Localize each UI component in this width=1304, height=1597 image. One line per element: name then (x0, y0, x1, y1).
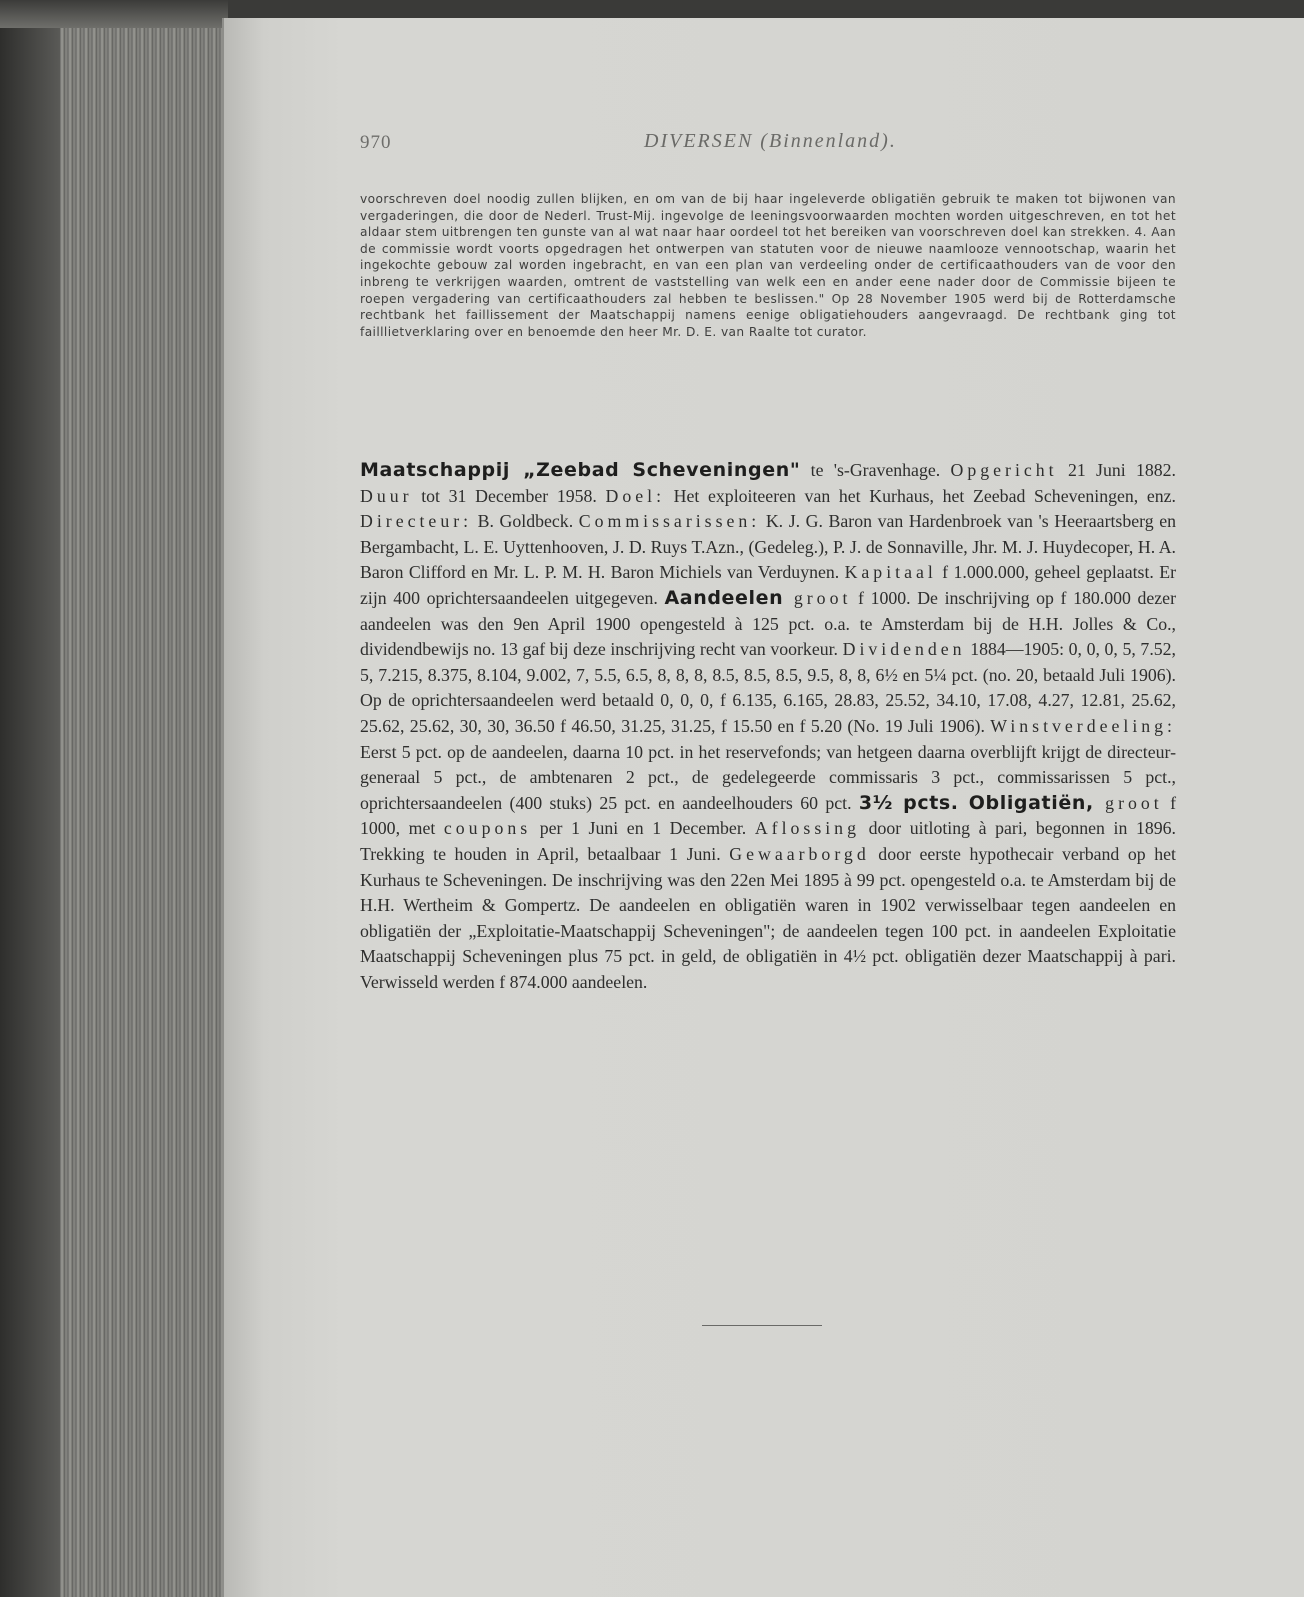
obligatien-groot-value: f 1000, met (360, 792, 1177, 839)
label-winstverdeeling: Winstverdeeling: (990, 715, 1176, 736)
label-duur: Duur (360, 485, 413, 506)
company-name: Maatschappij „Zeebad Scheveningen" (360, 459, 801, 481)
page-number: 970 (360, 132, 392, 153)
label-gewaarborgd: Gewaarborgd (729, 843, 870, 864)
commissarissen-value: K. J. G. Baron van Hardenbroek van 's Heeraartsberg en Bergambacht, L. E. Uyttenhooven, J. D. Ruys T.Azn., (Gedeleg.), P. J. de Sonnaville, Jhr. M. J. Huydecoper, H. A. Baron Clifford en Mr. L. P. M. H. Baron Michiels van Verduynen. (360, 511, 1176, 583)
label-kapitaal: Kapitaal (844, 562, 937, 583)
kapitaal-value: f 1.000.000, geheel geplaatst. Er zijn 400 oprichtersaandeelen uitgegeven. (360, 562, 1176, 608)
duur-value: tot 31 December 1958. (412, 485, 606, 506)
aflossing-value: door uitloting à pari, begonnen in 1896. Trekking te houden in April, betaalbaar 1 Juni. (360, 818, 1176, 864)
running-head (224, 126, 1304, 156)
dividenden-value: 1884—1905: 0, 0, 0, 5, 7.52, 5, 7.215, 8.375, 8.104, 9.002, 7, 5.5, 6.5, 8, 8, 8, 8.5, 8.5, 8.5, 9.5, 8, 8, 6½ en 5¼ pct. (no. 20, betaald Juli 1906). Op de oprichtersaandeelen werd betaald 0, 0, 0, f 6.135, 6.165, 28.83, 25.52, 34.10, 17.08, 4.27, 12.81, 25.62, 25.62, 25.62, 30, 30, 36.50 f 46.50, 31.25, 31.25, f 15.50 en f 5.20 (No. 19 Juli 1906). (360, 639, 1176, 736)
label-dividenden: Dividenden (842, 639, 966, 660)
section-end-rule (702, 1325, 822, 1326)
company-location: te 's-Gravenhage. (800, 460, 941, 480)
label-directeur: Directeur: (360, 511, 473, 532)
label-commissarissen: Commissarissen: (578, 511, 761, 532)
doel-value: Het exploiteeren van het Kurhaus, het Zeebad Scheveningen, enz. (665, 485, 1176, 506)
label-doel: Doel: (605, 485, 666, 506)
label-opgericht: Opgericht (950, 460, 1058, 480)
label-groot-aandeelen: groot (783, 587, 852, 608)
gewaarborgd-value: door eerste hypothecair verband op het Kurhaus te Scheveningen. De inschrijving was den 22en Mei 1895 à 99 pct. opengesteld o.a. te Amsterdam bij de H.H. Wertheim & Gompertz. De aandeelen en obligatiën waren in 1902 verwisselbaar tegen aandeelen en obligatiën der „Exploitatie-Maatschappij Scheveningen"; de aandeelen tegen 100 pct. in aandeelen Exploitatie Maatschappij Scheveningen plus 75 pct. in geld, de obligatiën in 4½ pct. obligatiën dezer Maatschappij à pari. Verwisseld werden f 874.000 aandeelen. (360, 843, 1176, 992)
company-entry (360, 458, 1176, 995)
book-spine-shadow (0, 0, 60, 1597)
label-aflossing: Aflossing (754, 818, 860, 839)
label-coupons: coupons (443, 818, 532, 839)
label-groot-obligatien: groot (1093, 792, 1163, 813)
heading-obligatien: 3½ pcts. Obligatiën, (858, 791, 1094, 814)
directeur-value: B. Goldbeck. (472, 511, 579, 532)
coupons-value: per 1 Juni en 1 December. (531, 818, 755, 839)
section-title: DIVERSEN (Binnenland). (644, 130, 897, 152)
continued-paragraph: voorschreven doel noodig zullen blijken, en om van de bij haar ingeleverde obligatiën gebruik te maken tot bijwonen van vergaderingen, die door de Nederl. Trust-Mij. ingevolge de leeningsvoorwaarden mochten worden uitgeschreven, en tot het aldaar stem uitbrengen ten gunste van al wat naar haar oordeel tot het bereiken van voorschreven doel kan strekken. 4. Aan de commissie wordt voorts opgedragen het ontwerpen van statuten voor de nieuwe naamlooze vennootschap, waarin het ingekochte gebouw zal worden ingebracht, en van een plan van verdeeling onder de certificaathouders van de voor den inbreng te verkrijgen waarden, omtrent de vaststelling van welk een en ander eene nader door de Commissie bijeen te roepen vergadering van certificaathouders zal hebben te beslissen." Op 28 November 1905 werd bij de Rotterdamsche rechtbank het faillissement der Maatschappij namens eenige obligatiehouders aangevraagd. De rechtbank ging tot failllietverklaring over en benoemde den heer Mr. D. E. van Raalte tot curator. (360, 192, 1176, 339)
opgericht-value: 21 Juni 1882. (1057, 460, 1177, 480)
book-page (222, 18, 1304, 1597)
book-top-edge (0, 0, 228, 28)
winstverdeeling-value: Eerst 5 pct. op de aandeelen, daarna 10 pct. in het reservefonds; van hetgeen daarna overblijft krijgt de directeur-generaal 5 pct., de ambtenaren 2 pct., de gedelegeerde commissaris 3 pct., commissarissen 5 pct., oprichtersaandeelen (400 stuks) 25 pct. en aandeelhouders 60 pct. (360, 741, 1176, 813)
heading-aandeelen: Aandeelen (664, 586, 784, 609)
aandeelen-value: f 1000. De inschrijving op f 180.000 dezer aandeelen was den 9en April 1900 opengesteld à 125 pct. o.a. te Amsterdam bij de H.H. Jolles & Co., dividendbewijs no. 13 gaf bij deze inschrijving recht van voorkeur. (360, 587, 1177, 660)
